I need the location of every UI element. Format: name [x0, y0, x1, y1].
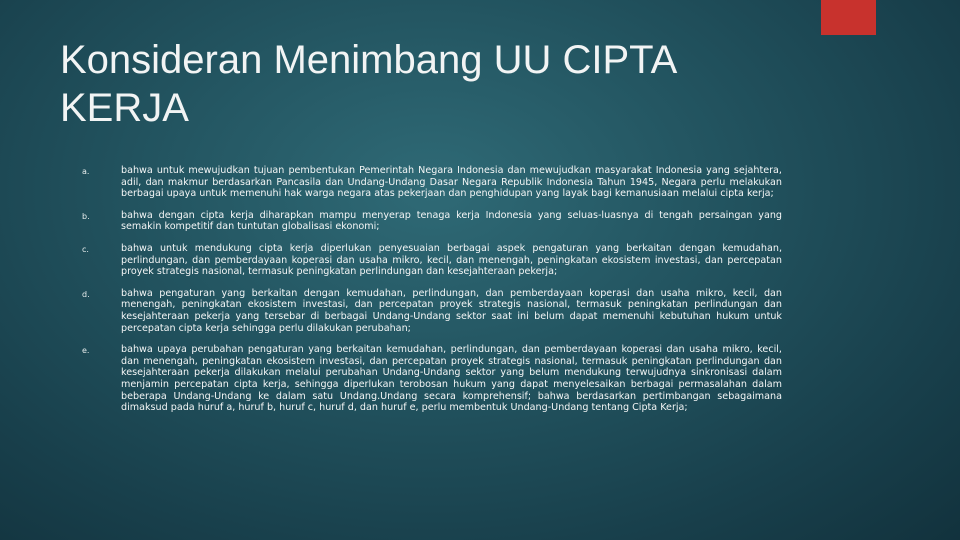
list-item — [82, 344, 782, 414]
list-item-marker: d. — [82, 289, 90, 299]
list-item-marker: c. — [82, 244, 89, 254]
list-item-marker: a. — [82, 167, 90, 176]
slide-title: Konsideran Menimbang UU CIPTA KERJA — [60, 38, 676, 130]
list-item-text: bahwa untuk mendukung cipta kerja diperlukan penyesuaian berbagai aspek pengaturan yang berkaitan dengan kemudahan, perlindungan, dan pemberdayaan koperasi dan usaha mikro, kecil, dan menengah, peningkatan ekosistem investasi, dan percepatan proyek strategis nasional, termasuk peningkatan perlindungan dan kesejahteraan pekerja; — [121, 242, 782, 278]
accent-bar — [821, 0, 876, 35]
list-item — [82, 210, 782, 233]
consideration-list — [82, 165, 782, 424]
list-item — [82, 288, 782, 334]
list-item-text: bahwa pengaturan yang berkaitan dengan kemudahan, perlindungan, dan pemberdayaan koperasi dan usaha mikro, kecil, dan menengah, peningkatan ekosistem investasi, dan percepatan proyek strategis nasional, termasuk peningkatan perlindungan dan kesejahteraan pekerja yang tersebar di berbagai Undang-Undang sektor saat ini belum dapat memenuhi kebutuhan hukum untuk percepatan cipta kerja sehingga perlu dilakukan perubahan; — [121, 287, 782, 334]
list-item — [82, 165, 782, 200]
list-item — [82, 243, 782, 278]
list-item-text: bahwa untuk mewujudkan tujuan pembentukan Pemerintah Negara Indonesia dan mewujudkan masyarakat Indonesia yang sejahtera, adil, dan makmur berdasarkan Pancasila dan Undang-Undang Dasar Negara Republik Indonesia Tahun 1945, Negara perlu melakukan berbagai upaya untuk memenuhi hak warga negara atas pekerjaan dan penghidupan yang layak bagi kemanusiaan melalui cipta kerja; — [121, 165, 782, 200]
list-item-text: bahwa dengan cipta kerja diharapkan mampu menyerap tenaga kerja Indonesia yang seluas-luasnya di tengah persaingan yang semakin kompetitif dan tuntutan globalisasi ekonomi; — [121, 209, 782, 233]
list-item-text: bahwa upaya perubahan pengaturan yang berkaitan kemudahan, perlindungan, dan pemberdayaan koperasi dan usaha mikro, kecil, dan menengah, peningkatan ekosistem investasi, dan percepatan proyek strategis nasional, termasuk peningkatan perlindungan dan kesejahteraan pekerja dilakukan melalui perubahan Undang-Undang sektor yang belum mendukung terwujudnya sinkronisasi dalam menjamin percepatan cipta kerja, sehingga diperlukan terobosan hukum yang dapat menyelesaikan berbagai permasalahan dalam beberapa Undang-Undang ke dalam satu Undang.Undang secara komprehensif; bahwa berdasarkan pertimbangan sebagaimana dimaksud pada huruf a, huruf b, huruf c, huruf d, dan huruf e, perlu membentuk Undang-Undang tentang Cipta Kerja; — [121, 344, 782, 414]
list-item-marker: e. — [82, 346, 90, 356]
list-item-marker: b. — [82, 211, 90, 221]
